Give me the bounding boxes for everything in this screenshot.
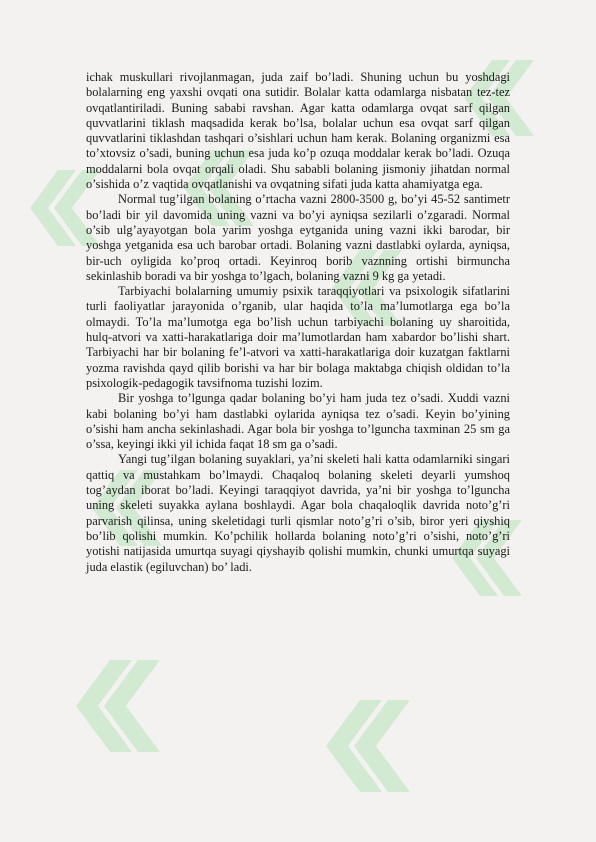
paragraph-5: Yangi tug’ilgan bolaning suyaklari, ya’ni skeleti hali katta odamlarniki singari qattiq va mustahkam bo’lmaydi. Chaqaloq bolaning skeleti deyarli yumshoq tog’aydan iborat bo’ladi. Keyingi taraqqiyot davrida, ya’ni bir yoshga to’lguncha uning skeleti suyakka aylana boshlaydi. Agar bola chaqaloqlik davrida noto’g’ri parvarish qilinsa, uning skeletidagi turli qismlar noto’g’ri o’sib, biror yeri qiyshiq bo’lib qolishi mumkin. Ko’pchilik hollarda bolaning noto’g’ri o’sishi, noto’g’ri yotishi natijasida umurtqa suyagi qiyshayib qolishi mumkin, chunki umurtqa suyagi juda elastik (egiluvchan) bo’ ladi.	[86, 452, 510, 574]
paragraph-2: Normal tug’ilgan bolaning o’rtacha vazni 2800-3500 g, bo’yi 45-52 santimetr bo’ladi bir yil davomida uning vazni va bo’yi ayniqsa sezilarli o’zgaradi. Normal o’sib ulg’ayayotgan bola yarim yoshga eytganida uning vazni ikki barodar, bir yoshga yetganida esa uch barobar ortadi. Bolaning vazni dastlabki oylarda, ayniqsa, bir-uch oyligida ko’proq ortadi. Keyinroq borib vaznning ortishi birmuncha sekinlashib boradi va bir yoshga to’lgach, bolaning vazni 9 kg ga yetadi.	[86, 192, 510, 283]
paragraph-4: Bir yoshga to’lgunga qadar bolaning bo’yi ham juda tez o’sadi. Xuddi vazni kabi bolaning bo’yi ham dastlabki oylarida ayniqsa tez o’sadi. Keyin bo’yining o’sishi ham ancha sekinlashadi. Agar bola bir yoshga to’lguncha taxminan 25 sm ga o’ssa, keyingi ikki yil ichida faqat 18 sm ga o’sadi.	[86, 391, 510, 452]
paragraph-1: ichak muskullari rivojlanmagan, juda zaif bo’ladi. Shuning uchun bu yoshdagi bolalarning eng yaxshi ovqati ona sutidir. Bolalar katta odamlarga nisbatan tez-tez ovqatlantiriladi. Buning sababi ravshan. Agar katta odamlarga ovqat sarf qilgan quvvatlarini tiklash maqsadida kerak bo’lsa, bolalar uchun esa ovqat sarf qilgan quvvatlarini tiklashdan tashqari o’sishlari uchun ham kerak. Bolaning organizmi esa to’xtovsiz o’sadi, buning uchun esa juda ko’p ozuqa moddalar kerak bo’ladi. Ozuqa moddalarni bola ovqat orqali oladi. Shu sababli bolaning jismoniy jihatdan normal o’sishida o’z vaqtida ovqatlanishi va ovqatning sifati juda katta ahamiyatga ega.	[86, 70, 510, 192]
body-text	[86, 70, 510, 575]
paragraph-3: Tarbiyachi bolalarning umumiy psixik taraqqiyotlari va psixologik sifatlarini turli faoliyatlar jarayonida o’rganib, ular haqida to’la ma’lumotlarga ega bo’la olmaydi. To’la ma’lumotga ega bo’lish uchun tarbiyachi bolaning uy sharoitida, hulq-atvori va xatti-harakatlariga doir ma’lumotlardan ham xabardor bo’lishi shart. Tarbiyachi har bir bolaning fe’l-atvori va xatti-harakatlariga doir kuzatgan faktlarni yozma ravishda qayd qilib borishi va har bir bolaga maktabga chiqish oldidan to’la psixologik-pedagogik tavsifnoma tuzishi lozim.	[86, 284, 510, 390]
